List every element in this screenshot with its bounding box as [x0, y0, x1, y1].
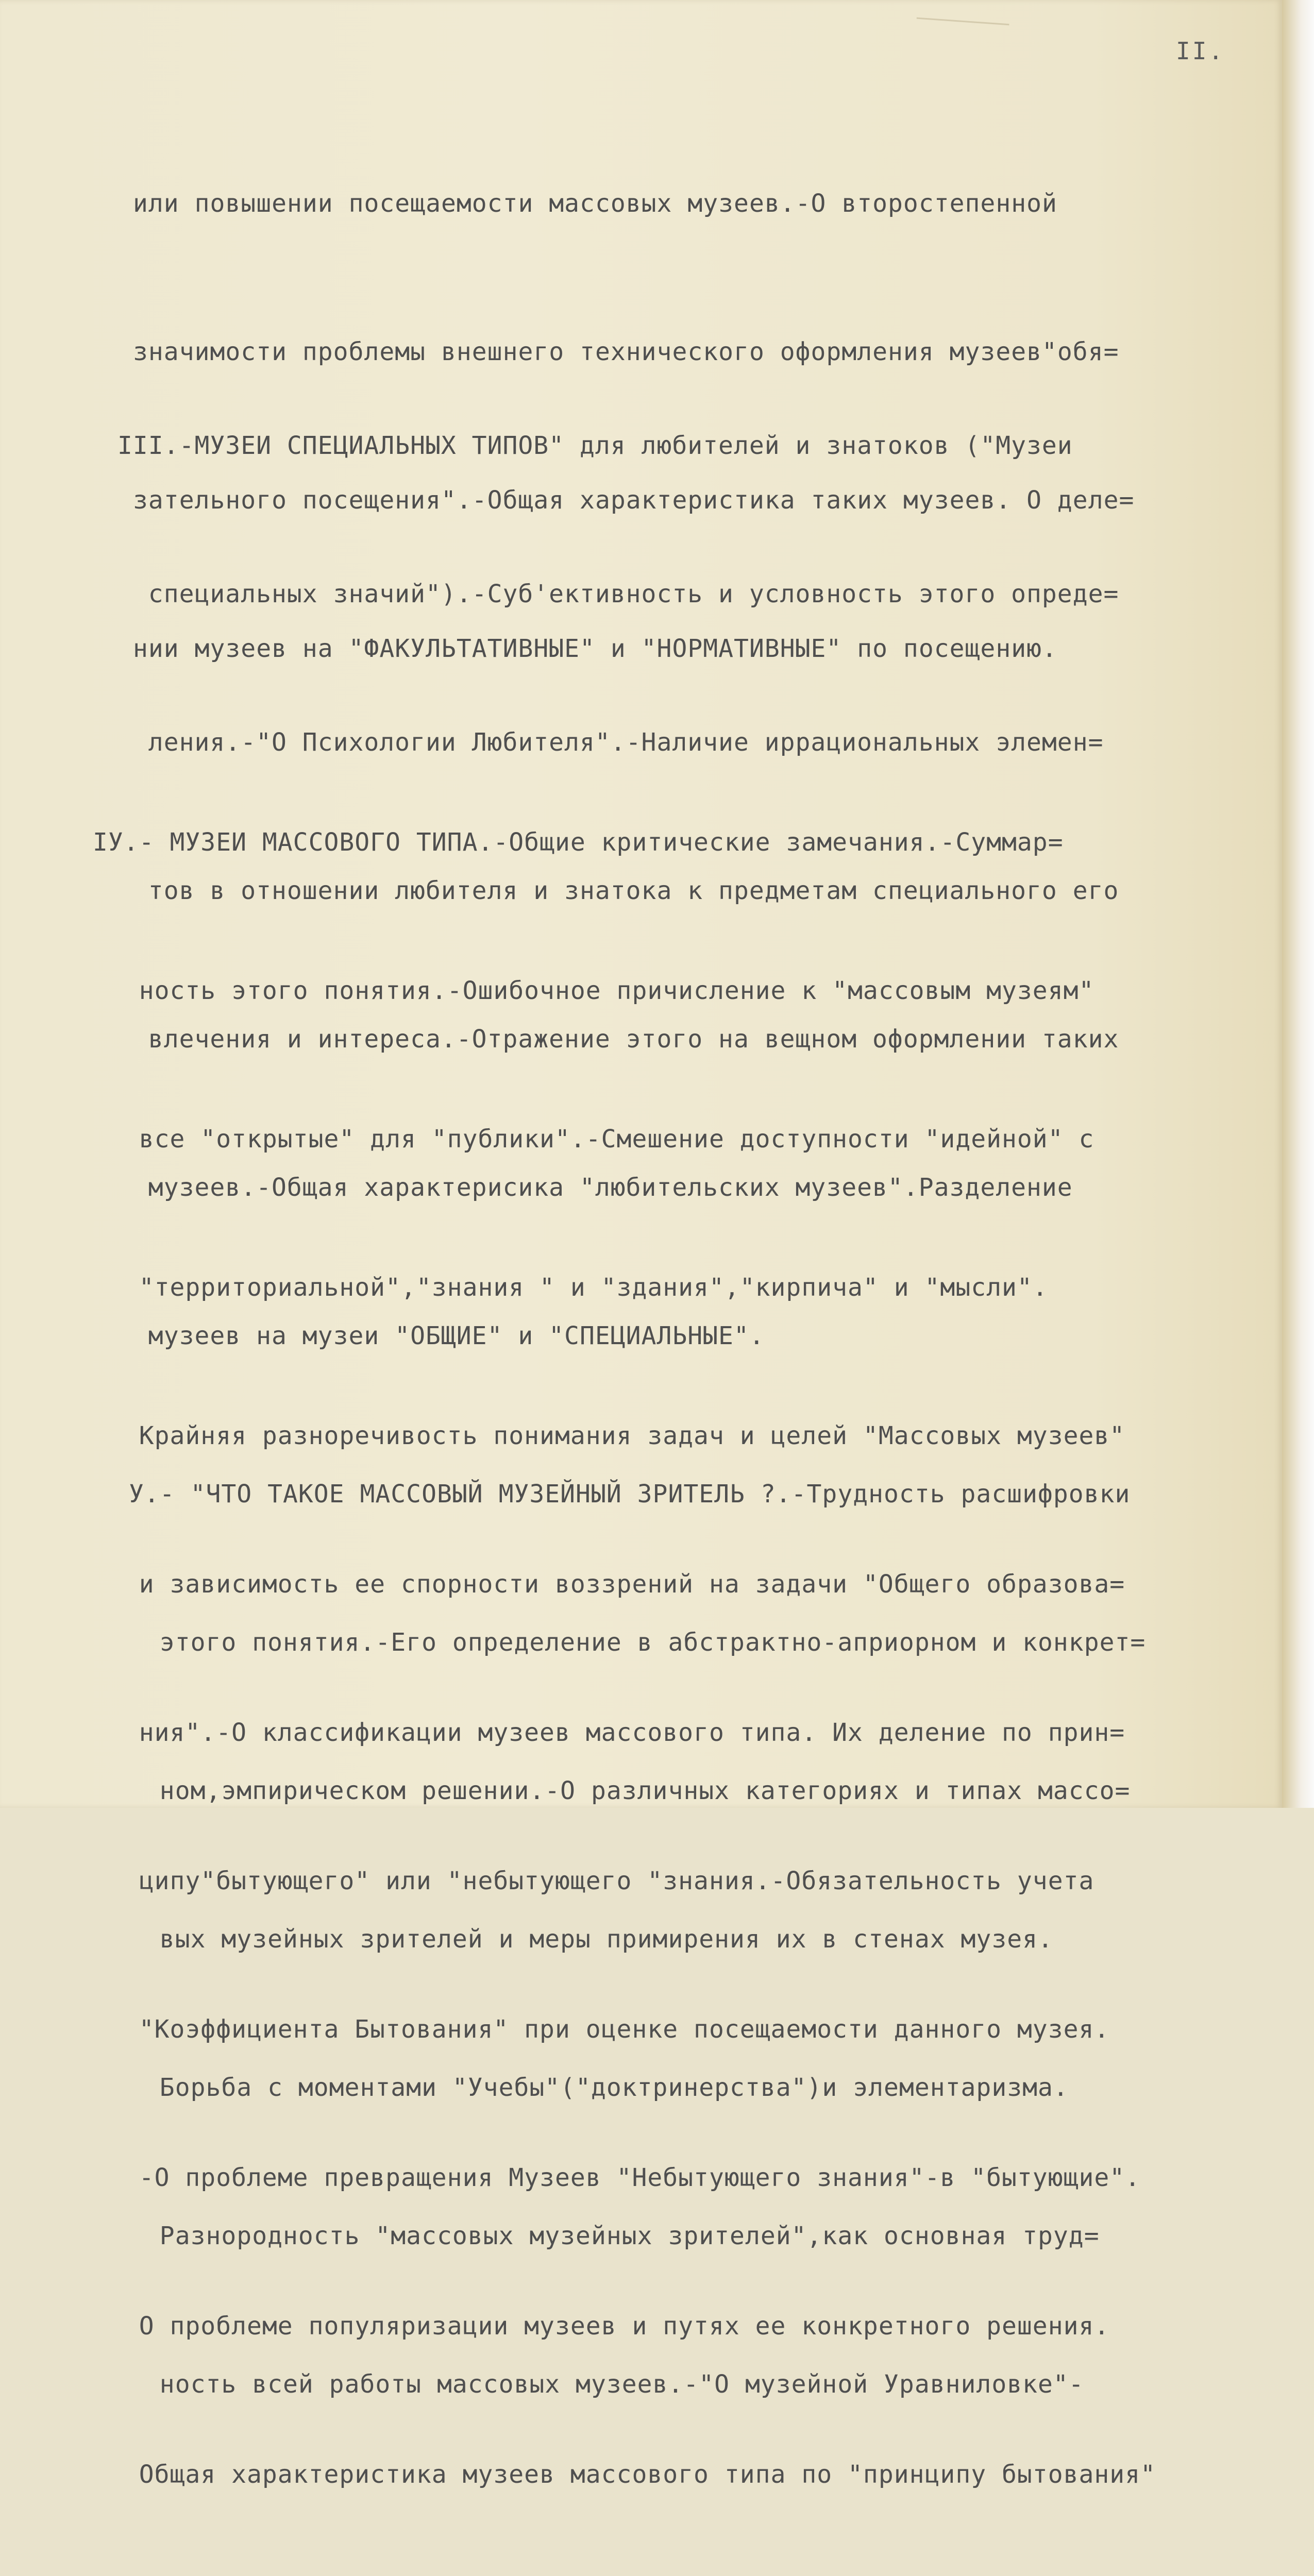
text-line: Крайняя разноречивость понимания задач и целей "Массовых музеев" [93, 1421, 1125, 1450]
text-line: нии музеев на "ФАКУЛЬТАТИВНЫЕ" и "НОРМАТИВНЫЕ" по посещению. [133, 634, 1057, 663]
text-line: Общая характеристика музеев массового типа по "принципу бытования" [93, 2460, 1156, 2489]
text-line: Разнородность "массовых музейных зрителей",как основная труд= [129, 2222, 1100, 2250]
text-line: У.- "ЧТО ТАКОЕ МАССОВЫЙ МУЗЕЙНЫЙ ЗРИТЕЛЬ ?.-Трудность расшифровки [129, 1480, 1131, 1509]
paragraph-section-5 [129, 1370, 1145, 2508]
text-line: и зависимость ее спорности воззрений на задачи "Общего образова= [93, 1570, 1125, 1599]
text-line: ципу"бытующего" или "небытующего "знания.-Обязательность учета [93, 1867, 1094, 1895]
text-line: ления.-"О Психологии Любителя".-Наличие иррациональных элемен= [117, 728, 1104, 757]
text-line: или повышении посещаемости массовых музеев.-О второстепенной [133, 189, 1057, 218]
text-line: -О проблеме превращения Музеев "Небытующего знания"-в "бытующие". [93, 2163, 1141, 2192]
text-line: IУ.- МУЗЕИ МАССОВОГО ТИПА.-Общие критические замечания.-Суммар= [93, 828, 1064, 857]
text-line: все "открытые" для "публики".-Смешение доступности "идейной" с [93, 1125, 1094, 1154]
text-line: вых музейных зрителей и меры примирения их в стенах музея. [129, 1925, 1053, 1954]
text-line: "территориальной","знания " и "здания","кирпича" и "мысли". [93, 1273, 1048, 1302]
text-line: тов в отношении любителя и знатока к предметам специального его [117, 876, 1119, 905]
text-line: влечения и интереса.-Отражение этого на вещном оформлении таких [117, 1025, 1119, 1054]
page-number: II. [1176, 37, 1225, 65]
text-line: значимости проблемы внешнего технического оформления музеев"обя= [133, 337, 1119, 366]
text-line: музеев на музеи "ОБЩИЕ" и "СПЕЦИАЛЬНЫЕ". [117, 1321, 765, 1350]
text-line: зательного посещения".-Общая характеристика таких музеев. О деле= [133, 486, 1135, 515]
text-line: Борьба с моментами "Учебы"("доктринерства")и элементаризма. [129, 2073, 1069, 2102]
text-line: ном,эмпирическом решении.-О различных категориях и типах массо= [129, 1776, 1131, 1805]
text-line: музеев.-Общая характерисика "любительских музеев".Разделение [117, 1173, 1073, 1202]
text-line: О проблеме популяризации музеев и путях ее конкретного решения. [93, 2312, 1110, 2341]
text-line: специальных значий").-Суб'ективность и условность этого опреде= [117, 580, 1119, 608]
text-line: этого понятия.-Его определение в абстрактно-априорном и конкрет= [129, 1628, 1146, 1657]
text-line: "Коэффициента Бытования" при оценке посещаемости данного музея. [93, 2015, 1110, 2044]
text-line: ния".-О классификации музеев массового типа. Их деление по прин= [93, 1718, 1125, 1747]
page-edge [1282, 0, 1314, 1808]
text-line: ность этого понятия.-Ошибочное причисление к "массовым музеям" [93, 976, 1094, 1005]
text-line: III.-МУЗЕИ СПЕЦИАЛЬНЫХ ТИПОВ" для любителей и знатоков ("Музеи [117, 431, 1073, 460]
text-line: ность всей работы массовых музеев.-"О музейной Уравниловке"- [129, 2370, 1084, 2399]
